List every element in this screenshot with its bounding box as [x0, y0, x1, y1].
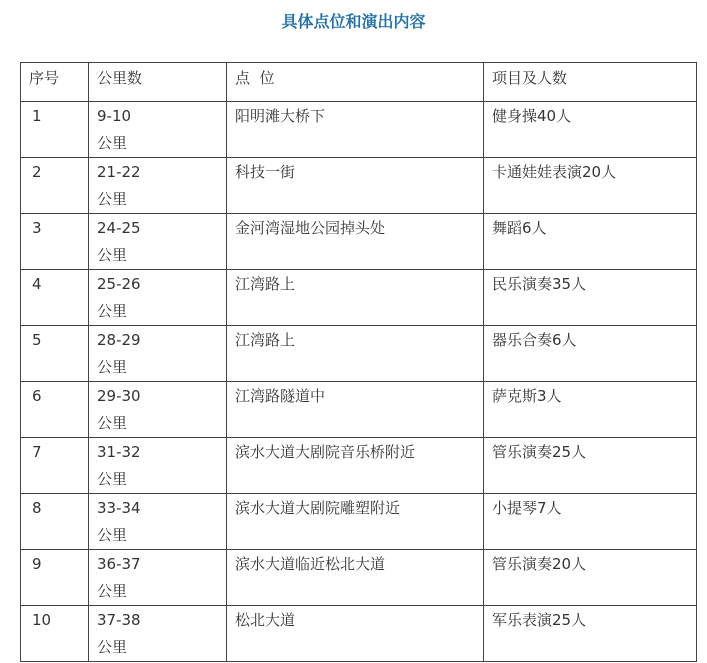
cell-program: 军乐表演25人 [484, 606, 697, 662]
cell-program: 萨克斯3人 [484, 382, 697, 438]
cell-location: 阳明滩大桥下 [227, 102, 484, 158]
cell-no: 4 [21, 270, 89, 326]
page-title: 具体点位和演出内容 [281, 12, 426, 31]
cell-program: 民乐演奏35人 [484, 270, 697, 326]
cell-program: 卡通娃娃表演20人 [484, 158, 697, 214]
km-range: 31-32 [97, 443, 141, 461]
cell-program: 管乐演奏20人 [484, 550, 697, 606]
table-body [21, 102, 697, 662]
km-range: 9-10 [97, 107, 132, 125]
km-range: 28-29 [97, 331, 141, 349]
table-row [21, 382, 697, 438]
km-unit: 公里 [97, 414, 128, 432]
performance-table [20, 62, 697, 662]
cell-no: 9 [21, 550, 89, 606]
table-row [21, 550, 697, 606]
cell-km [89, 102, 227, 158]
km-unit: 公里 [97, 526, 128, 544]
cell-no: 10 [21, 606, 89, 662]
cell-no: 3 [21, 214, 89, 270]
cell-km [89, 214, 227, 270]
header-no: 序号 [21, 63, 89, 102]
table-header [21, 63, 697, 102]
cell-no: 5 [21, 326, 89, 382]
header-row [21, 63, 697, 102]
cell-km [89, 382, 227, 438]
km-range: 36-37 [97, 555, 141, 573]
header-program: 项目及人数 [484, 63, 697, 102]
table-row [21, 326, 697, 382]
km-unit: 公里 [97, 638, 128, 656]
table-row [21, 438, 697, 494]
cell-program: 器乐合奏6人 [484, 326, 697, 382]
cell-program: 小提琴7人 [484, 494, 697, 550]
cell-location: 江湾路上 [227, 326, 484, 382]
km-unit: 公里 [97, 190, 128, 208]
header-km: 公里数 [89, 63, 227, 102]
cell-location: 金河湾湿地公园掉头处 [227, 214, 484, 270]
cell-location: 松北大道 [227, 606, 484, 662]
km-range: 33-34 [97, 499, 141, 517]
table-row [21, 214, 697, 270]
cell-km [89, 606, 227, 662]
cell-program: 管乐演奏25人 [484, 438, 697, 494]
cell-location: 江湾路上 [227, 270, 484, 326]
cell-program: 舞蹈6人 [484, 214, 697, 270]
km-range: 24-25 [97, 219, 141, 237]
km-unit: 公里 [97, 358, 128, 376]
cell-no: 1 [21, 102, 89, 158]
table-row [21, 494, 697, 550]
cell-location: 科技一街 [227, 158, 484, 214]
cell-no: 6 [21, 382, 89, 438]
cell-location: 滨水大道临近松北大道 [227, 550, 484, 606]
cell-location: 江湾路隧道中 [227, 382, 484, 438]
cell-no: 8 [21, 494, 89, 550]
cell-km [89, 438, 227, 494]
km-unit: 公里 [97, 470, 128, 488]
header-location: 点 位 [227, 63, 484, 102]
cell-km [89, 326, 227, 382]
table-row [21, 606, 697, 662]
km-unit: 公里 [97, 246, 128, 264]
table-row [21, 270, 697, 326]
cell-program: 健身操40人 [484, 102, 697, 158]
km-unit: 公里 [97, 134, 128, 152]
cell-no: 7 [21, 438, 89, 494]
cell-km [89, 270, 227, 326]
cell-km [89, 158, 227, 214]
km-range: 21-22 [97, 163, 141, 181]
km-range: 37-38 [97, 611, 141, 629]
table-row [21, 102, 697, 158]
km-unit: 公里 [97, 302, 128, 320]
table-row [21, 158, 697, 214]
cell-km [89, 550, 227, 606]
cell-location: 滨水大道大剧院音乐桥附近 [227, 438, 484, 494]
cell-km [89, 494, 227, 550]
cell-location: 滨水大道大剧院雕塑附近 [227, 494, 484, 550]
km-unit: 公里 [97, 582, 128, 600]
km-range: 25-26 [97, 275, 141, 293]
km-range: 29-30 [97, 387, 141, 405]
cell-no: 2 [21, 158, 89, 214]
